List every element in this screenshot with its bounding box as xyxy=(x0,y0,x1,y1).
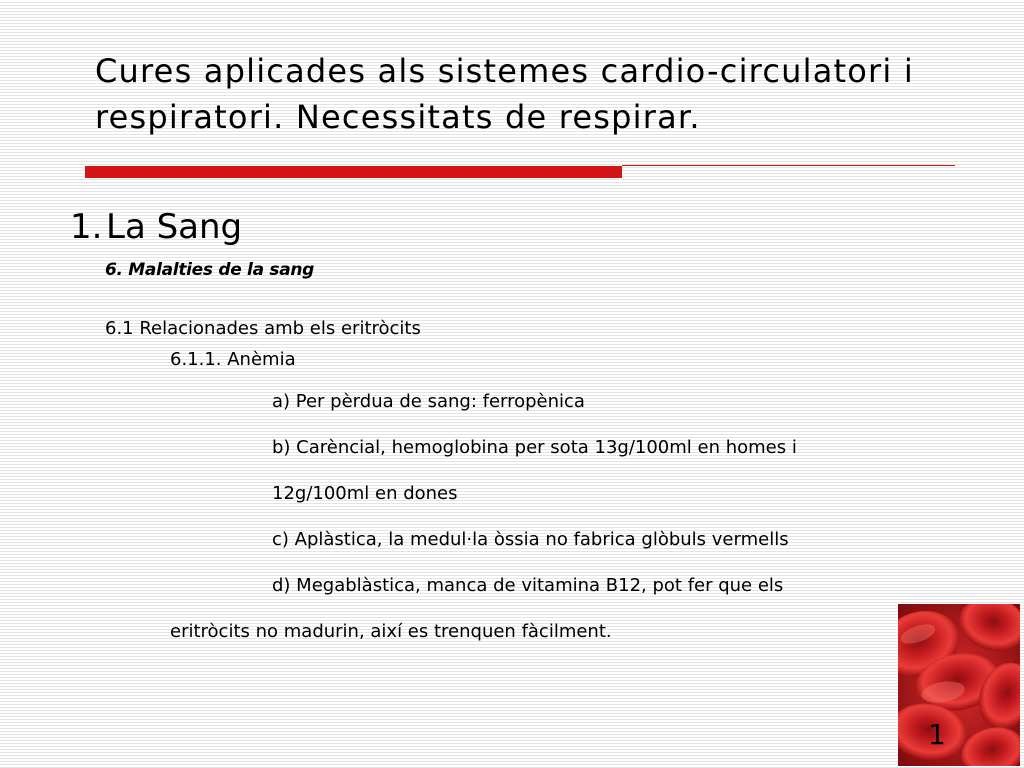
item-c: c) Aplàstica, la medul·la òssia no fabrica glòbuls vermells xyxy=(272,529,789,550)
title-line-2: respiratori. Necessitats de respirar. xyxy=(95,98,701,136)
slide-title xyxy=(95,48,1005,140)
item-d-line1: d) Megablàstica, manca de vitamina B12, pot fer que els xyxy=(272,575,784,596)
item-b-line1: b) Carèncial, hemoglobina per sota 13g/100ml en homes i xyxy=(272,437,797,458)
item-d-line2: eritròcits no madurin, així es trenquen fàcilment. xyxy=(170,621,612,642)
red-blood-cells-image xyxy=(898,604,1020,766)
section-title: La Sang xyxy=(106,207,243,247)
item-a: a) Per pèrdua de sang: ferropènica xyxy=(272,391,585,412)
section-heading xyxy=(70,205,242,249)
subheading: 6. Malalties de la sang xyxy=(105,260,315,280)
page-number: 1 xyxy=(928,718,946,751)
subtopic-line: 6.1.1. Anèmia xyxy=(170,349,296,370)
item-b-line2: 12g/100ml en dones xyxy=(272,483,458,504)
title-line-1: Cures aplicades als sistemes cardio-circulatori i xyxy=(95,52,914,90)
section-number: 1. xyxy=(70,207,103,247)
title-underline-thin xyxy=(622,165,955,166)
topic-line: 6.1 Relacionades amb els eritròcits xyxy=(105,318,421,339)
title-underline-thick xyxy=(85,166,622,178)
